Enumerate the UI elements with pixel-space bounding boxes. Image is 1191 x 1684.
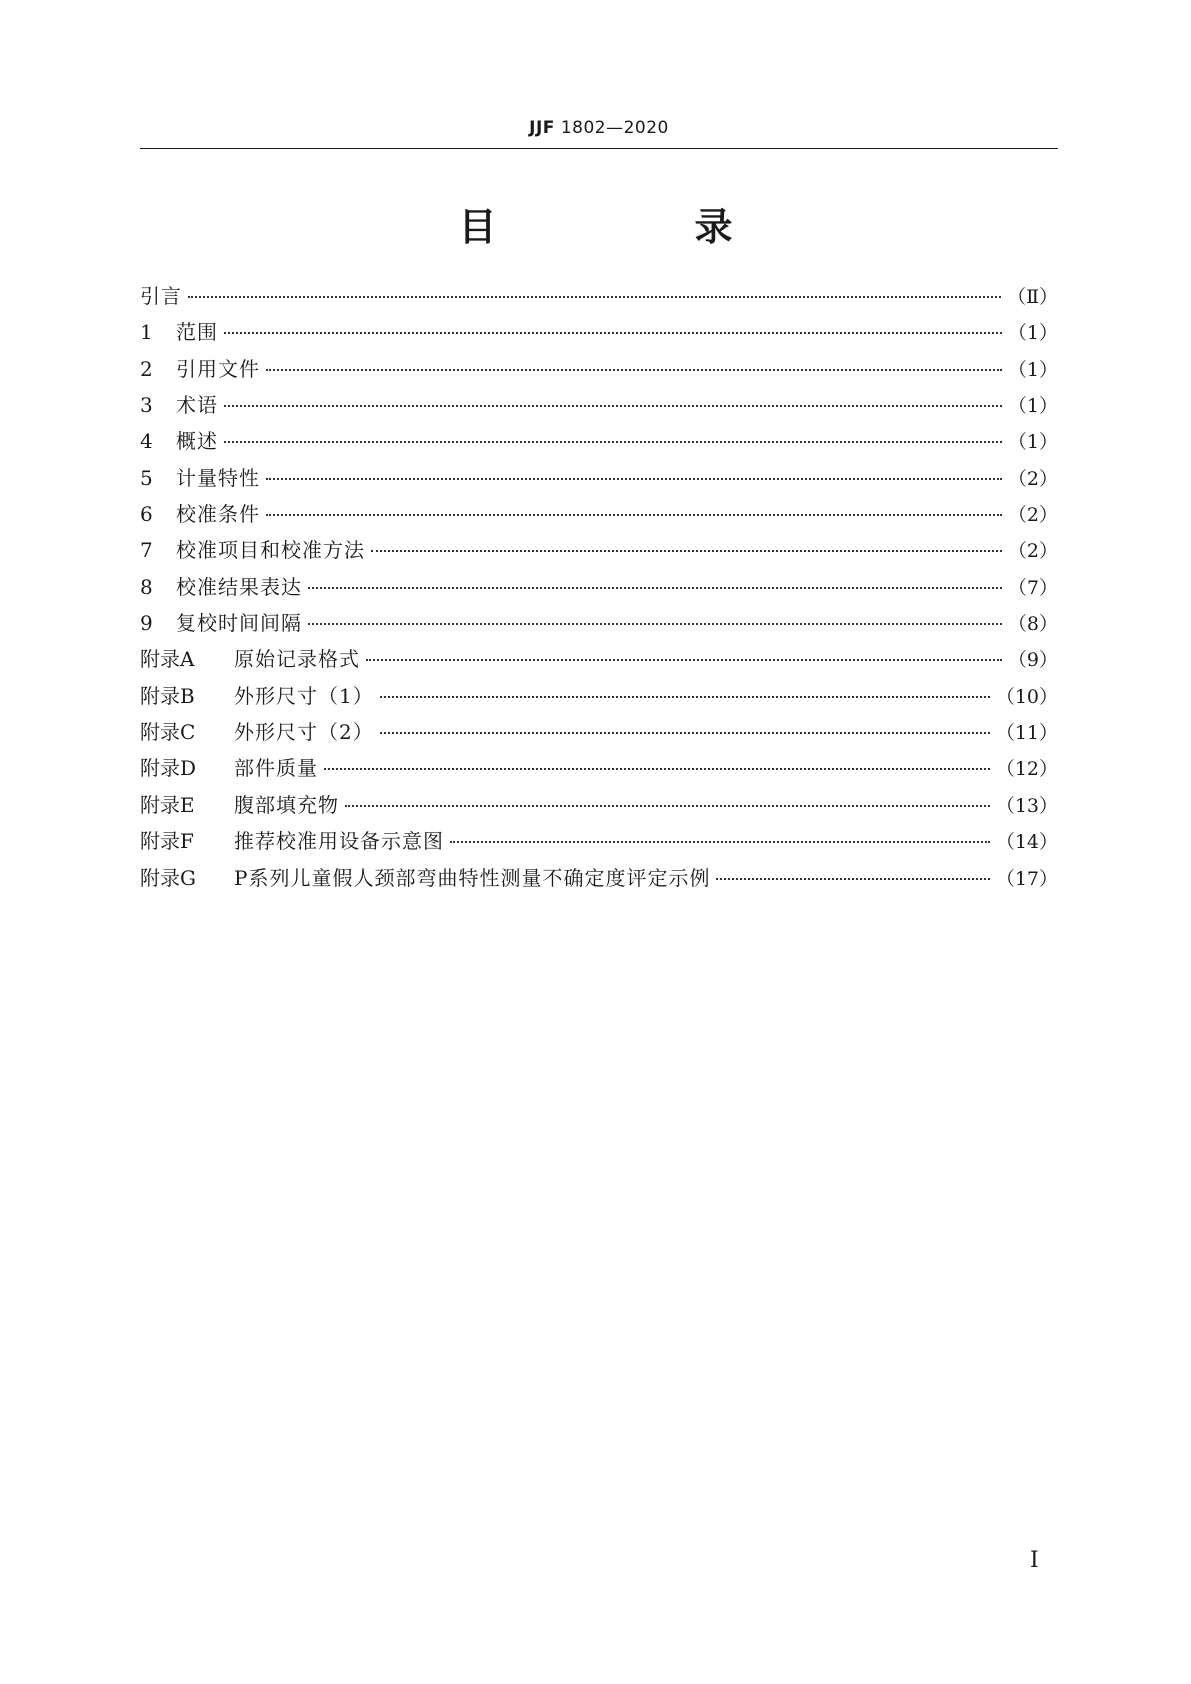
toc-entry-6[interactable] bbox=[140, 496, 1058, 532]
toc-entry-7[interactable] bbox=[140, 532, 1058, 568]
toc-leader-dots bbox=[380, 696, 990, 698]
toc-entry-9[interactable] bbox=[140, 605, 1058, 641]
toc-entry-appendix-c[interactable] bbox=[140, 714, 1058, 750]
toc-leader-dots bbox=[716, 878, 989, 880]
toc-entry-appendix-f[interactable] bbox=[140, 823, 1058, 859]
running-header bbox=[140, 118, 1058, 138]
toc-entry-page: （10） bbox=[995, 685, 1058, 708]
toc-leader-dots bbox=[224, 441, 1002, 443]
toc-leader-dots bbox=[380, 732, 990, 734]
toc-entry-page: （2） bbox=[1007, 540, 1058, 563]
toc-leader-dots bbox=[224, 405, 1002, 407]
toc-entry-number: 8 bbox=[140, 574, 153, 599]
toc-entry-label: 校准结果表达 bbox=[176, 574, 302, 599]
toc-entry-page: （1） bbox=[1007, 395, 1058, 418]
toc-appendix-prefix: 附录C bbox=[140, 720, 196, 745]
toc-entry-page: （8） bbox=[1007, 613, 1058, 636]
toc-entry-label: 校准条件 bbox=[176, 502, 260, 527]
toc-entry-introduction[interactable] bbox=[140, 278, 1058, 314]
toc-entry-page: （2） bbox=[1007, 504, 1058, 527]
toc-entry-appendix-d[interactable] bbox=[140, 750, 1058, 786]
toc-entry-label: 引言 bbox=[140, 284, 182, 308]
toc-leader-dots bbox=[224, 332, 1002, 334]
toc-entry-number: 2 bbox=[140, 356, 153, 381]
toc-entry-page: （1） bbox=[1007, 322, 1058, 345]
toc-entry-appendix-g[interactable] bbox=[140, 860, 1058, 896]
toc-entry-number: 6 bbox=[140, 502, 153, 527]
toc-entry-page: （2） bbox=[1007, 467, 1058, 490]
toc-appendix-prefix: 附录F bbox=[140, 829, 194, 854]
toc-entry-1[interactable] bbox=[140, 314, 1058, 350]
toc-entry-3[interactable] bbox=[140, 387, 1058, 423]
toc-entry-page: （11） bbox=[995, 722, 1058, 745]
header-rule bbox=[140, 148, 1058, 149]
toc-entry-number: 3 bbox=[140, 393, 153, 418]
toc-appendix-prefix: 附录G bbox=[140, 865, 196, 890]
toc-entry-number: 5 bbox=[140, 465, 153, 490]
toc-entry-number: 1 bbox=[140, 320, 153, 345]
toc-entry-2[interactable] bbox=[140, 351, 1058, 387]
toc-entry-number: 4 bbox=[140, 429, 153, 454]
toc-entry-8[interactable] bbox=[140, 569, 1058, 605]
toc-appendix-prefix: 附录D bbox=[140, 756, 197, 781]
toc-entry-label: 原始记录格式 bbox=[234, 647, 360, 672]
toc-entry-label: 复校时间间隔 bbox=[176, 611, 302, 636]
toc-entry-label: 外形尺寸（1） bbox=[234, 683, 374, 708]
table-of-contents bbox=[140, 278, 1058, 896]
toc-leader-dots bbox=[450, 841, 990, 843]
doc-number: 1802—2020 bbox=[560, 118, 669, 138]
toc-leader-dots bbox=[266, 514, 1002, 516]
toc-appendix-prefix: 附录A bbox=[140, 647, 195, 672]
toc-appendix-prefix: 附录B bbox=[140, 683, 195, 708]
doc-code: JJF bbox=[529, 118, 555, 138]
toc-entry-page: （1） bbox=[1007, 431, 1058, 454]
toc-entry-page: （12） bbox=[995, 758, 1058, 781]
toc-entry-label: 术语 bbox=[176, 393, 218, 418]
toc-entry-appendix-b[interactable] bbox=[140, 678, 1058, 714]
toc-entry-label: 部件质量 bbox=[234, 756, 318, 781]
toc-entry-page: （13） bbox=[995, 794, 1058, 817]
toc-entry-label: 推荐校准用设备示意图 bbox=[234, 829, 444, 854]
toc-entry-label: 外形尺寸（2） bbox=[234, 720, 374, 745]
toc-entry-page: （14） bbox=[995, 831, 1058, 854]
page-number: Ⅰ bbox=[1030, 1548, 1039, 1573]
toc-leader-dots bbox=[308, 623, 1002, 625]
toc-appendix-prefix: 附录E bbox=[140, 792, 195, 817]
toc-entry-label: 范围 bbox=[176, 320, 218, 345]
toc-leader-dots bbox=[366, 659, 1002, 661]
toc-leader-dots bbox=[266, 478, 1002, 480]
toc-entry-page: （9） bbox=[1007, 649, 1058, 672]
toc-leader-dots bbox=[188, 296, 1001, 298]
toc-leader-dots bbox=[345, 805, 990, 807]
toc-entry-appendix-e[interactable] bbox=[140, 787, 1058, 823]
toc-entry-label: 校准项目和校准方法 bbox=[176, 538, 365, 563]
toc-entry-label: 腹部填充物 bbox=[234, 792, 339, 817]
toc-entry-label: P系列儿童假人颈部弯曲特性测量不确定度评定示例 bbox=[234, 865, 711, 890]
toc-entry-label: 计量特性 bbox=[176, 465, 260, 490]
toc-entry-number: 7 bbox=[140, 538, 153, 563]
toc-leader-dots bbox=[308, 587, 1002, 589]
toc-entry-page: （17） bbox=[995, 867, 1058, 890]
toc-entry-page: （1） bbox=[1007, 358, 1058, 381]
toc-entry-appendix-a[interactable] bbox=[140, 641, 1058, 677]
toc-entry-label: 概述 bbox=[176, 429, 218, 454]
toc-entry-page: （Ⅱ） bbox=[1007, 286, 1058, 308]
toc-entry-4[interactable] bbox=[140, 423, 1058, 459]
toc-entry-number: 9 bbox=[140, 611, 153, 636]
toc-leader-dots bbox=[324, 768, 990, 770]
toc-entry-page: （7） bbox=[1007, 576, 1058, 599]
toc-entry-5[interactable] bbox=[140, 460, 1058, 496]
toc-entry-label: 引用文件 bbox=[176, 356, 260, 381]
toc-leader-dots bbox=[266, 369, 1002, 371]
toc-leader-dots bbox=[371, 550, 1002, 552]
toc-title: 目 录 bbox=[458, 205, 813, 249]
